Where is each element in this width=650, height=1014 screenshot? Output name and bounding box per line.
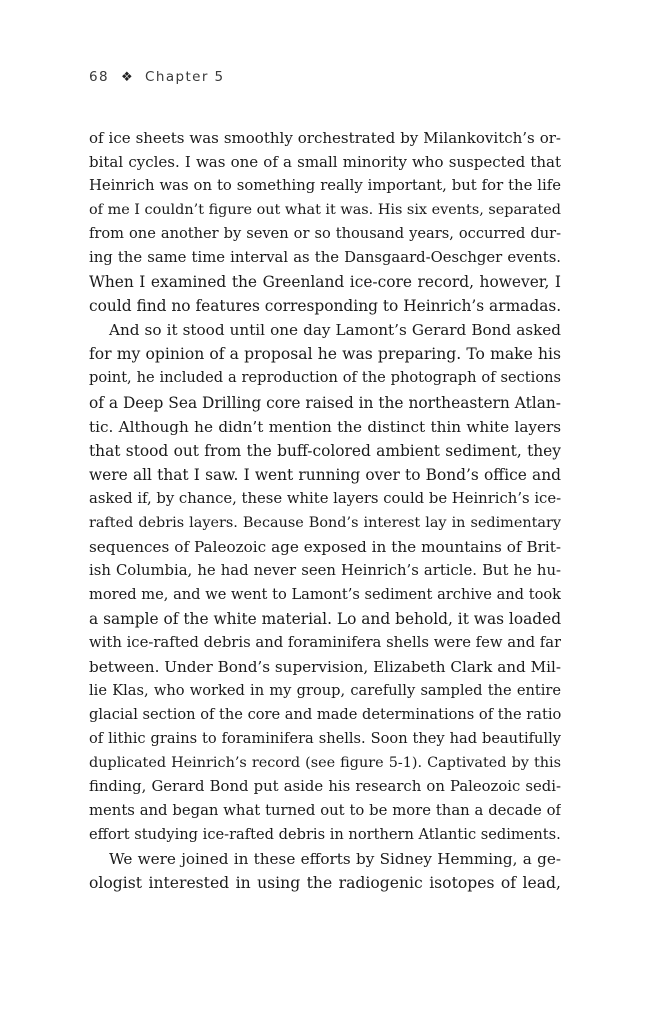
text-line: with ice-rafted debris and foraminifera shells were few and far [89, 633, 561, 651]
text-line: of a Deep Sea Drilling core raised in the northeastern Atlan- [89, 393, 561, 412]
paragraph [89, 126, 561, 318]
text-line: And so it stood until one day Lamont’s Gerard Bond asked [109, 321, 561, 340]
text-line: Heinrich was on to something really important, but for the life [89, 177, 561, 195]
text-line: a sample of the white material. Lo and behold, it was loaded [89, 609, 561, 628]
text-line: When I examined the Greenland ice-core record, however, I [89, 273, 561, 292]
text-line: lie Klas, who worked in my group, carefully sampled the entire [89, 682, 561, 700]
text-line: were all that I saw. I went running over to Bond’s office and [89, 465, 561, 484]
text-line: glacial section of the core and made determinations of the ratio [89, 706, 561, 724]
text-line: bital cycles. I was one of a small minority who suspected that [89, 153, 561, 172]
text-line: effort studying ice-rafted debris in northern Atlantic sediments. [89, 826, 561, 844]
text-line: rafted debris layers. Because Bond’s interest lay in sedimentary [89, 514, 561, 531]
text-line: that stood out from the buff-colored ambient sediment, they [89, 441, 561, 460]
body-text [89, 126, 561, 896]
running-head [89, 69, 225, 85]
text-line: could find no features corresponding to Heinrich’s armadas. [89, 297, 561, 316]
text-line: ish Columbia, he had never seen Heinrich’s article. But he hu- [89, 561, 561, 579]
text-line: asked if, by chance, these white layers could be Heinrich’s ice- [89, 489, 561, 507]
page-number: 68 [89, 69, 109, 85]
text-line: for my opinion of a proposal he was preparing. To make his [89, 345, 561, 364]
text-line: of ice sheets was smoothly orchestrated by Milankovitch’s or- [89, 129, 561, 147]
text-line: ing the same time interval as the Dansgaard-Oeschger events. [89, 249, 561, 267]
text-line: We were joined in these efforts by Sidney Hemming, a ge- [109, 850, 561, 869]
text-line: of me I couldn’t figure out what it was. His six events, separated [89, 202, 561, 219]
paragraph [89, 318, 561, 847]
text-line: point, he included a reproduction of the photograph of sections [89, 369, 561, 387]
text-line: from one another by seven or so thousand years, occurred dur- [89, 225, 561, 243]
chapter-title: Chapter 5 [145, 69, 225, 85]
fleuron-ornament-icon: ❖ [120, 70, 135, 85]
paragraph [89, 847, 561, 895]
text-line: ments and began what turned out to be more than a decade of [89, 802, 561, 820]
text-line: of lithic grains to foraminifera shells. Soon they had beautifully [89, 730, 561, 748]
text-line: ologist interested in using the radiogenic isotopes of lead, [89, 874, 561, 893]
text-line: finding, Gerard Bond put aside his research on Paleozoic sedi- [89, 778, 561, 796]
text-line: tic. Although he didn’t mention the distinct thin white layers [89, 417, 561, 436]
text-line: between. Under Bond’s supervision, Elizabeth Clark and Mil- [89, 658, 561, 677]
text-line: mored me, and we went to Lamont’s sediment archive and took [89, 585, 561, 603]
text-line: sequences of Paleozoic age exposed in the mountains of Brit- [89, 537, 561, 556]
text-line: duplicated Heinrich’s record (see figure 5-1). Captivated by this [89, 755, 561, 772]
